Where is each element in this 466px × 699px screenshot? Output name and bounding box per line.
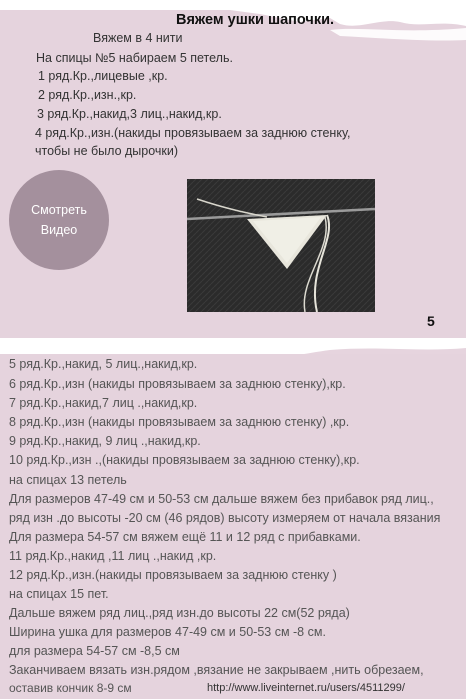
instruction-line: на спицах 15 пет. [9, 587, 109, 601]
instruction-line: оставив кончик 8-9 см [9, 681, 132, 695]
page-number: 5 [427, 313, 435, 329]
watch-video-button[interactable] [9, 170, 109, 270]
instruction-line: 7 ряд.Кр.,накид,7 лиц .,накид,кр. [9, 396, 198, 410]
instruction-line: 4 ряд.Кр.,изн.(накиды провязываем за заднюю стенку, [35, 126, 351, 140]
video-button-label-line1: Смотреть [31, 203, 87, 217]
page-title: Вяжем ушки шапочки. [176, 12, 335, 28]
instruction-line: 11 ряд.Кр.,накид ,11 лиц .,накид ,кр. [9, 549, 217, 563]
source-watermark: http://www.liveinternet.ru/users/4511299/ [207, 682, 405, 694]
instruction-line: На спицы №5 набираем 5 петель. [36, 51, 233, 65]
knitted-triangle-image [187, 179, 375, 312]
instruction-line: Ширина ушка для размеров 47-49 см и 50-53 см -8 см. [9, 625, 326, 639]
instruction-line: 5 ряд.Кр.,накид, 5 лиц.,накид,кр. [9, 357, 198, 371]
instruction-line: 10 ряд.Кр.,изн .,(накиды провязываем за заднюю стенку),кр. [9, 453, 360, 467]
instruction-line: 3 ряд.Кр.,накид,3 лиц.,накид,кр. [37, 107, 222, 121]
instruction-line: 2 ряд.Кр.,изн.,кр. [38, 88, 137, 102]
instruction-line: 8 ряд.Кр.,изн (накиды провязываем за заднюю стенку) ,кр. [9, 415, 350, 429]
knitting-photo [187, 179, 375, 312]
instruction-line: Для размеров 47-49 см и 50-53 см дальше вяжем без прибавок ряд лиц., [9, 492, 434, 506]
instruction-line: Для размера 54-57 см вяжем ещё 11 и 12 ряд с прибавками. [9, 530, 361, 544]
instruction-line: ряд изн .до высоты -20 см (46 рядов) высоту измеряем от начала вязания [9, 511, 441, 525]
instruction-line: на спицах 13 петель [9, 473, 127, 487]
instruction-line: чтобы не было дырочки) [35, 144, 179, 158]
instruction-line: 12 ряд.Кр.,изн.(накиды провязываем за заднюю стенку ) [9, 568, 337, 582]
instruction-line: 6 ряд.Кр.,изн (накиды провязываем за заднюю стенку),кр. [9, 377, 346, 391]
instruction-line: Заканчиваем вязать изн.рядом ,вязание не закрываем ,нить обрезаем, [9, 663, 424, 677]
instruction-line: Вяжем в 4 нити [93, 31, 183, 45]
instruction-line: для размера 54-57 см -8,5 см [9, 644, 180, 658]
video-button-label-line2: Видео [40, 223, 78, 237]
instruction-line: Дальше вяжем ряд лиц.,ряд изн.до высоты 22 см(52 ряда) [9, 606, 350, 620]
instruction-line: 1 ряд.Кр.,лицевые ,кр. [38, 69, 168, 83]
instruction-line: 9 ряд.Кр.,накид, 9 лиц .,накид,кр. [9, 434, 201, 448]
